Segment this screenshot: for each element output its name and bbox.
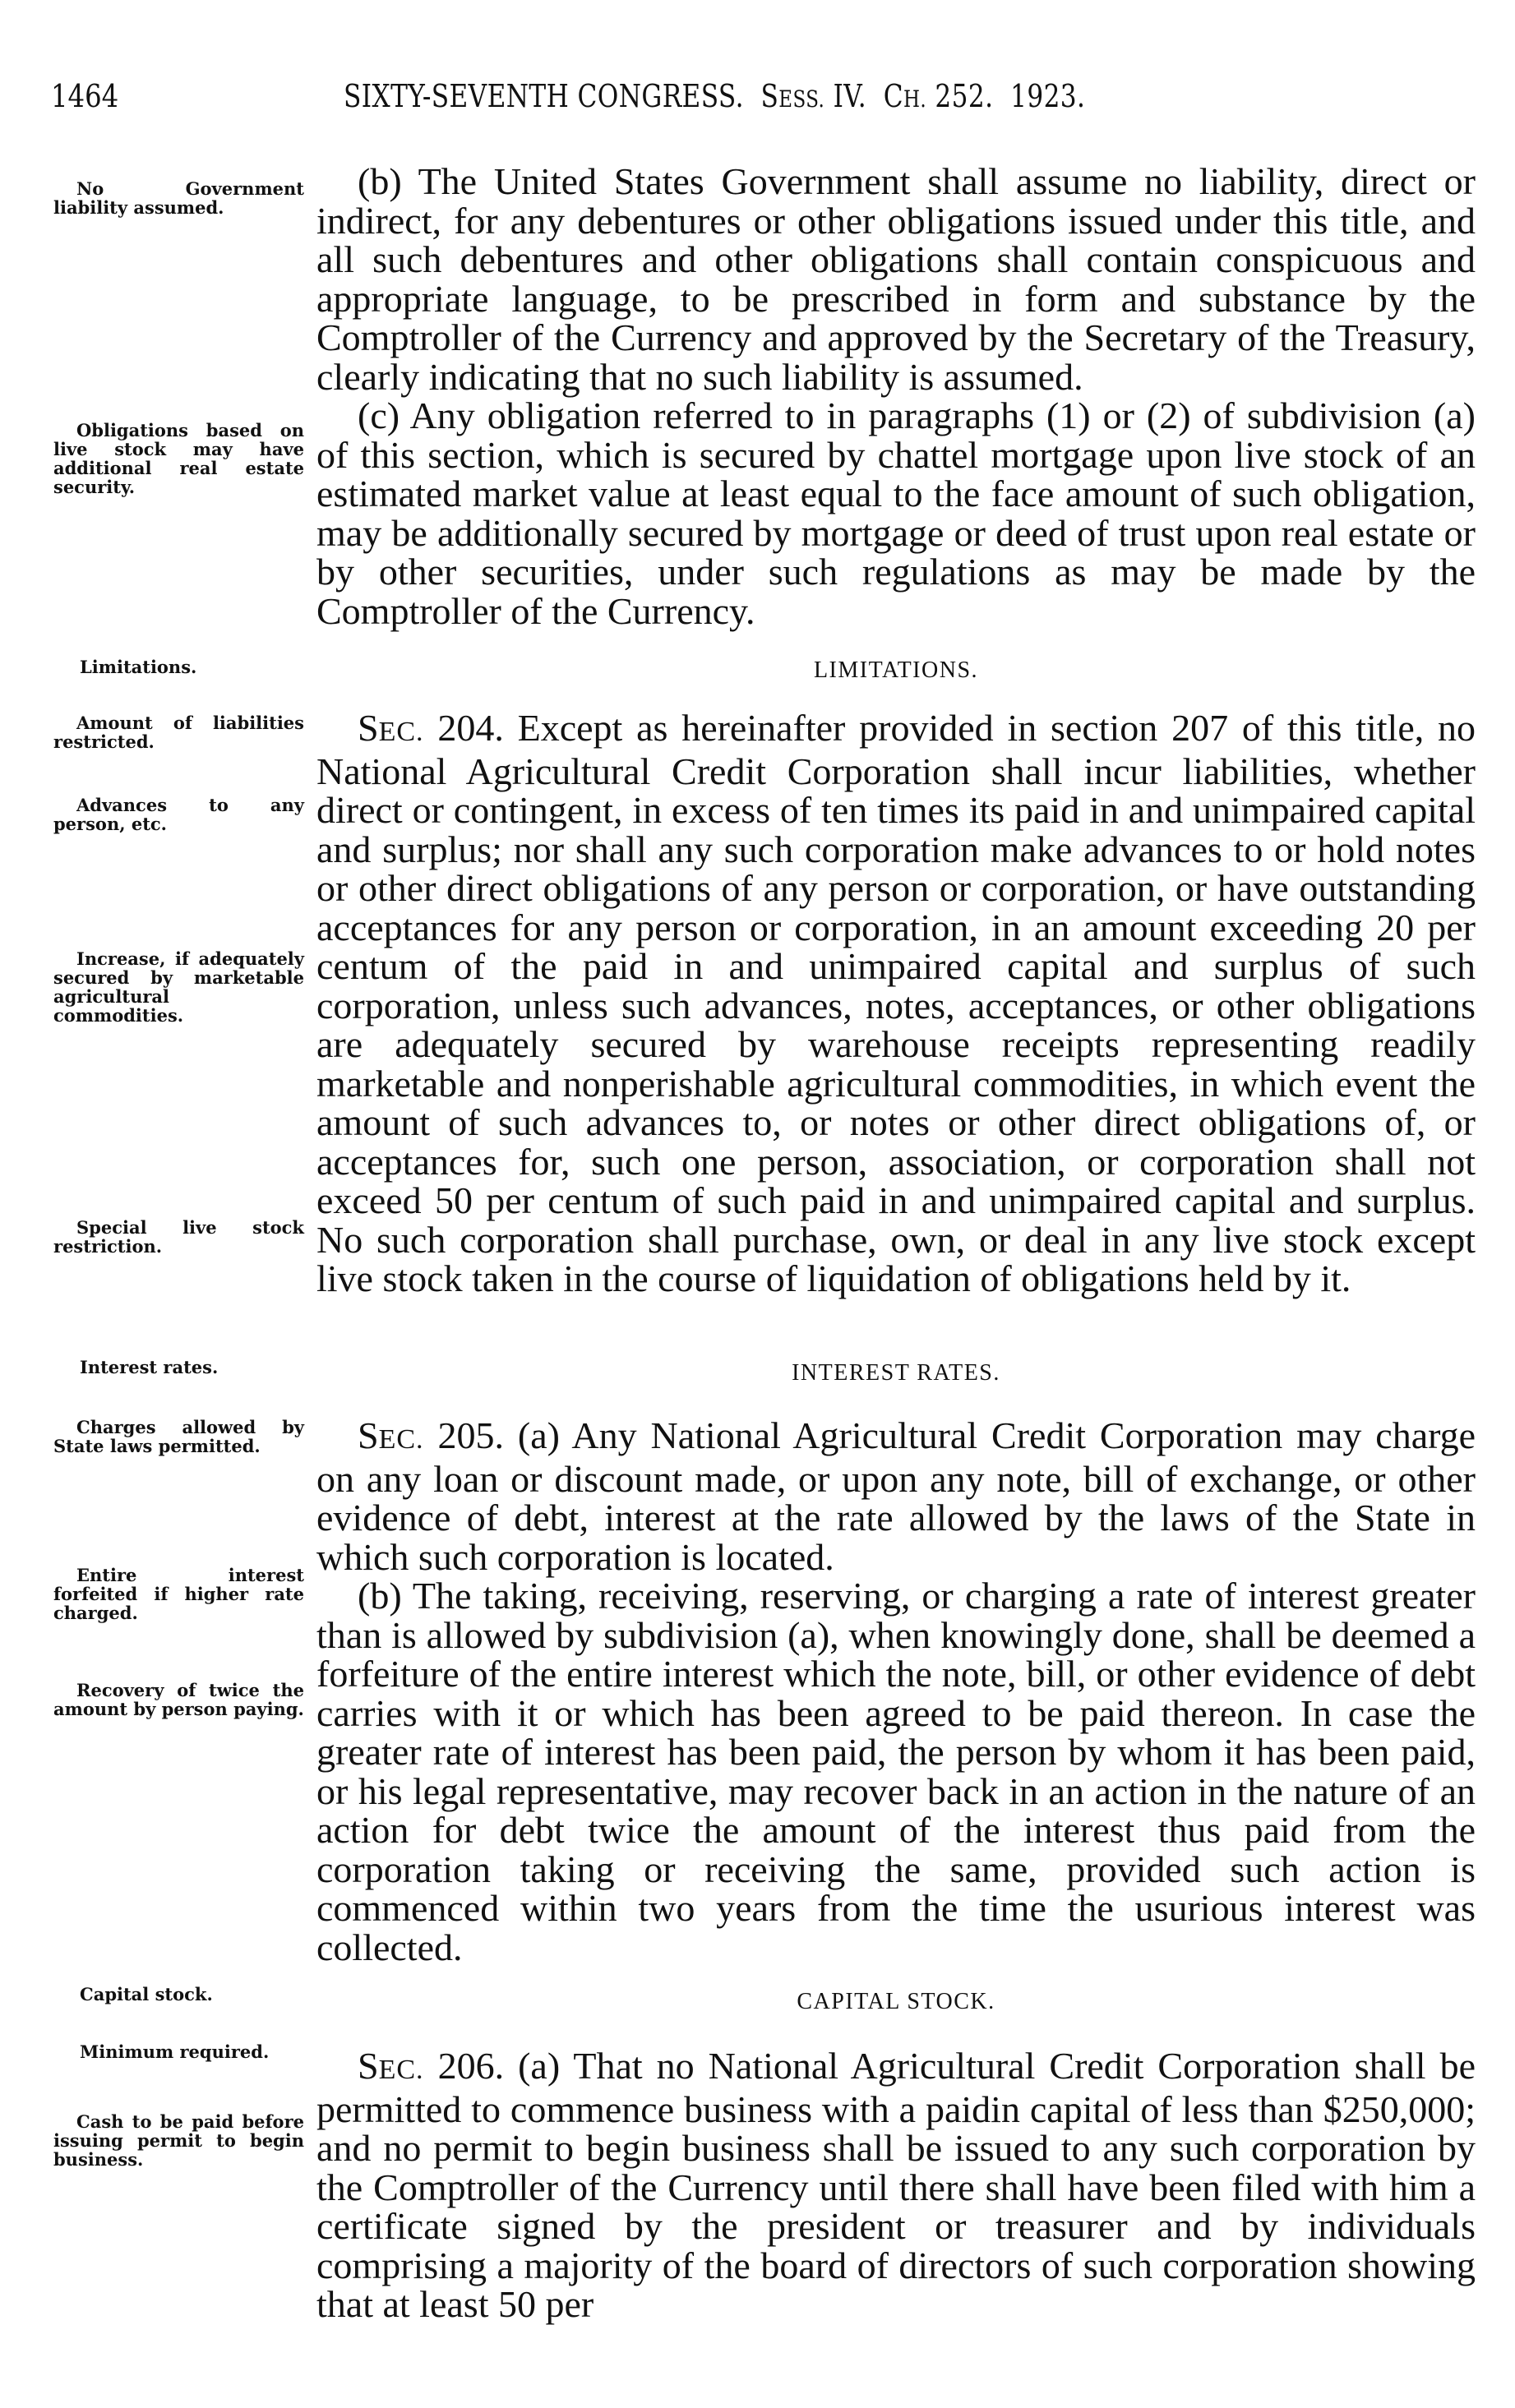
margin-note: Advances to any person, etc. [53, 795, 304, 834]
heading-capital-stock: CAPITAL STOCK. [797, 1989, 995, 2014]
margin-note: Charges allowed by State laws permitted. [53, 1417, 304, 1456]
margin-note: Cash to be paid before issuing permit to begin business. [53, 2111, 304, 2170]
margin-note: Capital stock. [80, 1984, 213, 2004]
margin-note: Entire interest forfeited if higher rate charged. [53, 1565, 304, 1623]
section-203-text [316, 162, 1476, 630]
margin-note: Limitations. [80, 657, 197, 677]
margin-note: Recovery of twice the amount by person paying. [53, 1680, 304, 1719]
paragraph-203-c: (c) Any obligation referred to in paragraphs (1) or (2) of subdivision (a) of this section, which is secured by chattel mortgage upon live stock of an estimated market value at least equal to the face amount of such obligation, may be additionally secured by mortgage or deed of trust upon real estate or by other securities, under such regulations as may be made by the Comptroller of the Currency. [316, 394, 1476, 632]
margin-note: No Government liability assumed. [53, 178, 304, 218]
running-header [0, 78, 1515, 127]
heading-interest-rates: INTEREST RATES. [792, 1360, 1000, 1386]
margin-note: Minimum required. [80, 2041, 270, 2062]
section-204-text [316, 708, 1476, 1299]
chapter-label: CH. 252. [883, 78, 994, 114]
session-label: SESS. IV. [760, 78, 867, 114]
margin-note: Special live stock restriction. [53, 1217, 304, 1257]
section-label: SEC. 204. [358, 707, 504, 749]
heading-limitations: LIMITATIONS. [813, 657, 979, 683]
margin-note: Amount of liabilities restricted. [53, 713, 304, 752]
margin-note: Obligations based on live stock may have additional real estate security. [53, 420, 304, 497]
paragraph-205-b: (b) The taking, receiving, reserving, or charging a rate of interest greater than is allowed by subdivision (a), when knowingly done, shall be deemed a forfeiture of the entire interest which the note, bill, or other evidence of debt carries with it or which has been agreed to be paid thereon. In case the greater rate of interest has been paid, the person by whom it has been paid, or his legal representative, may recover back in an action in the nature of an action for debt twice the amount of the interest thus paid from the corporation taking or receiving the same, provided such action is commenced within two years from the time the usurious interest was collected. [316, 1575, 1476, 1968]
paragraph-204: SEC. 204. Except as hereinafter provided in section 207 of this title, no National Agricultural Credit Corporation shall incur liabilities, whether direct or contingent, in excess of ten times its paid in and unimpaired capital and surplus; nor shall any such corporation make advances to or hold notes or other direct obligations of any person or corporation, or have outstanding acceptances for any person or corporation, in an amount exceeding 20 per centum of the paid in and unimpaired capital and surplus of such corporation, unless such advances, notes, acceptances, or other obligations are adequately secured by warehouse receipts representing readily marketable and nonperishable agricultural commodities, in which event the amount of such advances to, or notes or other direct obligations of, or acceptances for, such one person, association, or corporation shall not exceed 50 per centum of such paid in and unimpaired capital and surplus. No such corporation shall purchase, own, or deal in any live stock except live stock taken in the course of liquidation of obligations held by it. [316, 707, 1476, 1299]
margin-note: Interest rates. [80, 1357, 219, 1377]
paragraph-205-a: SEC. 205. (a) Any National Agricultural Credit Corporation may charge on any loan or discount made, or upon any note, bill of exchange, or other evidence of debt, interest at the rate allowed by the laws of the State in which such corporation is located. [316, 1414, 1476, 1578]
section-label: SEC. 206. [358, 2045, 505, 2087]
paragraph-206-a: SEC. 206. (a) That no National Agricultural Credit Corporation shall be permitted to commence business with a paidin capital of less than $250,000; and no permit to begin business shall be issued to any such corporation by the Comptroller of the Currency until there shall have been filed with him a certificate signed by the president or treasurer and by individuals comprising a majority of the board of directors of such corporation showing that at least 50 per [316, 2045, 1476, 2325]
year-label: 1923. [1010, 78, 1086, 114]
section-205-text [316, 1416, 1476, 1967]
section-label: SEC. 205. [358, 1414, 504, 1456]
header-title [344, 78, 1085, 114]
section-206-text [316, 2046, 1476, 2324]
congress-label: SIXTY-SEVENTH CONGRESS. [344, 78, 744, 114]
paragraph-203-b: (b) The United States Government shall assume no liability, direct or indirect, for any debentures or other obligations issued under this title, and all such debentures and other obligations shall contain conspicuous and appropriate language, to be prescribed in form and substance by the Comptroller of the Currency and approved by the Secretary of the Treasury, clearly indicating that no such liability is assumed. [316, 160, 1476, 398]
margin-note: Increase, if adequately secured by marketable agricultural commodities. [53, 948, 304, 1026]
page-number: 1464 [51, 78, 119, 114]
